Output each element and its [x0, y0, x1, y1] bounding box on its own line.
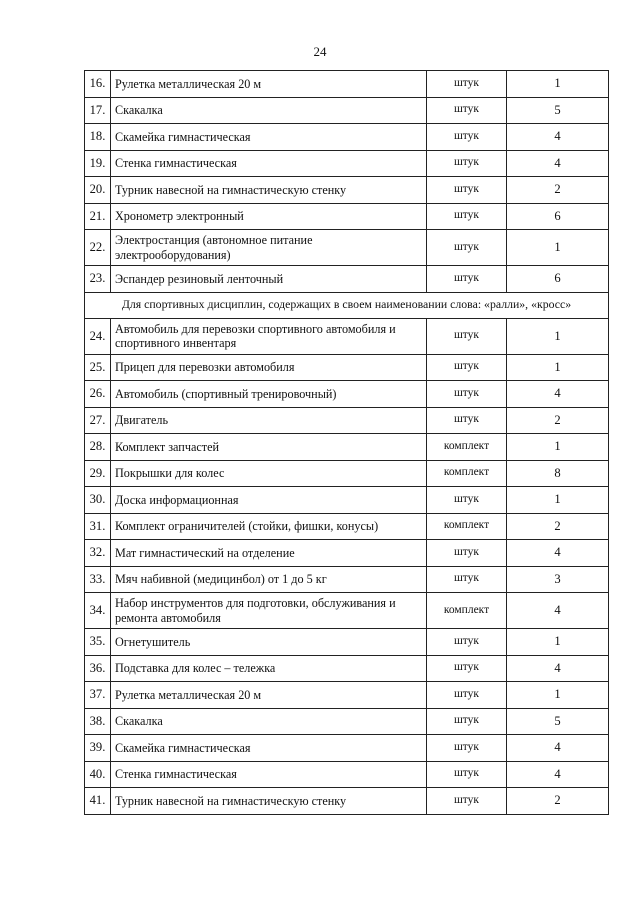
item-name: Стенка гимнастическая: [111, 150, 427, 177]
unit-of-measure: комплект: [427, 593, 507, 629]
unit-of-measure: штук: [427, 629, 507, 656]
quantity: 4: [507, 540, 609, 567]
row-number: 16.: [85, 71, 111, 98]
unit-of-measure: штук: [427, 761, 507, 788]
item-name: Скакалка: [111, 97, 427, 124]
item-name: Комплект запчастей: [111, 434, 427, 461]
table-row: [85, 513, 609, 540]
table-row: [85, 177, 609, 204]
table-row: [85, 682, 609, 709]
table-row: [85, 566, 609, 593]
table-row: [85, 788, 609, 815]
row-number: 24.: [85, 318, 111, 354]
item-name: Рулетка металлическая 20 м: [111, 71, 427, 98]
quantity: 5: [507, 97, 609, 124]
row-number: 31.: [85, 513, 111, 540]
quantity: 1: [507, 487, 609, 514]
unit-of-measure: штук: [427, 318, 507, 354]
quantity: 1: [507, 629, 609, 656]
table-row: [85, 71, 609, 98]
row-number: 29.: [85, 460, 111, 487]
unit-of-measure: штук: [427, 788, 507, 815]
item-name: Скакалка: [111, 708, 427, 735]
row-number: 20.: [85, 177, 111, 204]
unit-of-measure: штук: [427, 407, 507, 434]
table-row: [85, 203, 609, 230]
quantity: 4: [507, 124, 609, 151]
item-name: Рулетка металлическая 20 м: [111, 682, 427, 709]
quantity: 4: [507, 150, 609, 177]
quantity: 1: [507, 71, 609, 98]
row-number: 39.: [85, 735, 111, 762]
item-name: Мяч набивной (медицинбол) от 1 до 5 кг: [111, 566, 427, 593]
quantity: 4: [507, 655, 609, 682]
table-row: [85, 150, 609, 177]
item-name: Автомобиль для перевозки спортивного автомобиля и спортивного инвентаря: [111, 318, 427, 354]
row-number: 38.: [85, 708, 111, 735]
section-header-row: [85, 292, 609, 318]
row-number: 30.: [85, 487, 111, 514]
row-number: 18.: [85, 124, 111, 151]
row-number: 17.: [85, 97, 111, 124]
row-number: 27.: [85, 407, 111, 434]
quantity: 1: [507, 354, 609, 381]
row-number: 21.: [85, 203, 111, 230]
equipment-table-body-general: [85, 71, 609, 293]
table-row: [85, 761, 609, 788]
quantity: 8: [507, 460, 609, 487]
quantity: 2: [507, 177, 609, 204]
section-header: Для спортивных дисциплин, содержащих в своем наименовании слова: «ралли», «кросс»: [85, 292, 609, 318]
unit-of-measure: штук: [427, 487, 507, 514]
equipment-table: [84, 70, 609, 815]
table-row: [85, 460, 609, 487]
item-name: Прицеп для перевозки автомобиля: [111, 354, 427, 381]
table-row: [85, 655, 609, 682]
row-number: 23.: [85, 266, 111, 293]
item-name: Турник навесной на гимнастическую стенку: [111, 177, 427, 204]
quantity: 1: [507, 434, 609, 461]
unit-of-measure: штук: [427, 381, 507, 408]
row-number: 26.: [85, 381, 111, 408]
unit-of-measure: штук: [427, 266, 507, 293]
row-number: 19.: [85, 150, 111, 177]
item-name: Стенка гимнастическая: [111, 761, 427, 788]
table-row: [85, 266, 609, 293]
item-name: Подставка для колес – тележка: [111, 655, 427, 682]
row-number: 40.: [85, 761, 111, 788]
row-number: 41.: [85, 788, 111, 815]
item-name: Эспандер резиновый ленточный: [111, 266, 427, 293]
table-row: [85, 735, 609, 762]
page-number: 24: [313, 44, 327, 59]
unit-of-measure: штук: [427, 230, 507, 266]
unit-of-measure: комплект: [427, 434, 507, 461]
unit-of-measure: штук: [427, 708, 507, 735]
item-name: Скамейка гимнастическая: [111, 124, 427, 151]
quantity: 1: [507, 682, 609, 709]
item-name: Двигатель: [111, 407, 427, 434]
unit-of-measure: штук: [427, 71, 507, 98]
item-name: Доска информационная: [111, 487, 427, 514]
quantity: 6: [507, 266, 609, 293]
quantity: 2: [507, 788, 609, 815]
quantity: 5: [507, 708, 609, 735]
equipment-table-body-rally: [85, 318, 609, 814]
unit-of-measure: комплект: [427, 513, 507, 540]
item-name: Комплект ограничителей (стойки, фишки, конусы): [111, 513, 427, 540]
quantity: 2: [507, 407, 609, 434]
item-name: Электростанция (автономное питание электрооборудования): [111, 230, 427, 266]
unit-of-measure: штук: [427, 540, 507, 567]
quantity: 4: [507, 381, 609, 408]
item-name: Покрышки для колес: [111, 460, 427, 487]
item-name: Скамейка гимнастическая: [111, 735, 427, 762]
item-name: Мат гимнастический на отделение: [111, 540, 427, 567]
table-row: [85, 318, 609, 354]
table-row: [85, 708, 609, 735]
unit-of-measure: штук: [427, 735, 507, 762]
item-name: Хронометр электронный: [111, 203, 427, 230]
table-row: [85, 407, 609, 434]
unit-of-measure: штук: [427, 655, 507, 682]
quantity: 6: [507, 203, 609, 230]
unit-of-measure: штук: [427, 177, 507, 204]
table-row: [85, 593, 609, 629]
unit-of-measure: штук: [427, 150, 507, 177]
row-number: 25.: [85, 354, 111, 381]
quantity: 4: [507, 735, 609, 762]
row-number: 35.: [85, 629, 111, 656]
quantity: 3: [507, 566, 609, 593]
table-row: [85, 124, 609, 151]
unit-of-measure: штук: [427, 97, 507, 124]
unit-of-measure: штук: [427, 682, 507, 709]
table-row: [85, 629, 609, 656]
row-number: 37.: [85, 682, 111, 709]
row-number: 28.: [85, 434, 111, 461]
row-number: 34.: [85, 593, 111, 629]
table-row: [85, 434, 609, 461]
table-row: [85, 230, 609, 266]
table-row: [85, 487, 609, 514]
item-name: Набор инструментов для подготовки, обслуживания и ремонта автомобиля: [111, 593, 427, 629]
section-rally-cross: [85, 292, 609, 318]
table-row: [85, 540, 609, 567]
quantity: 4: [507, 761, 609, 788]
table-row: [85, 97, 609, 124]
unit-of-measure: штук: [427, 124, 507, 151]
row-number: 32.: [85, 540, 111, 567]
table-row: [85, 381, 609, 408]
item-name: Турник навесной на гимнастическую стенку: [111, 788, 427, 815]
row-number: 36.: [85, 655, 111, 682]
quantity: 4: [507, 593, 609, 629]
quantity: 1: [507, 230, 609, 266]
row-number: 33.: [85, 566, 111, 593]
table-row: [85, 354, 609, 381]
quantity: 1: [507, 318, 609, 354]
unit-of-measure: штук: [427, 203, 507, 230]
item-name: Автомобиль (спортивный тренировочный): [111, 381, 427, 408]
unit-of-measure: штук: [427, 566, 507, 593]
unit-of-measure: штук: [427, 354, 507, 381]
unit-of-measure: комплект: [427, 460, 507, 487]
row-number: 22.: [85, 230, 111, 266]
item-name: Огнетушитель: [111, 629, 427, 656]
quantity: 2: [507, 513, 609, 540]
